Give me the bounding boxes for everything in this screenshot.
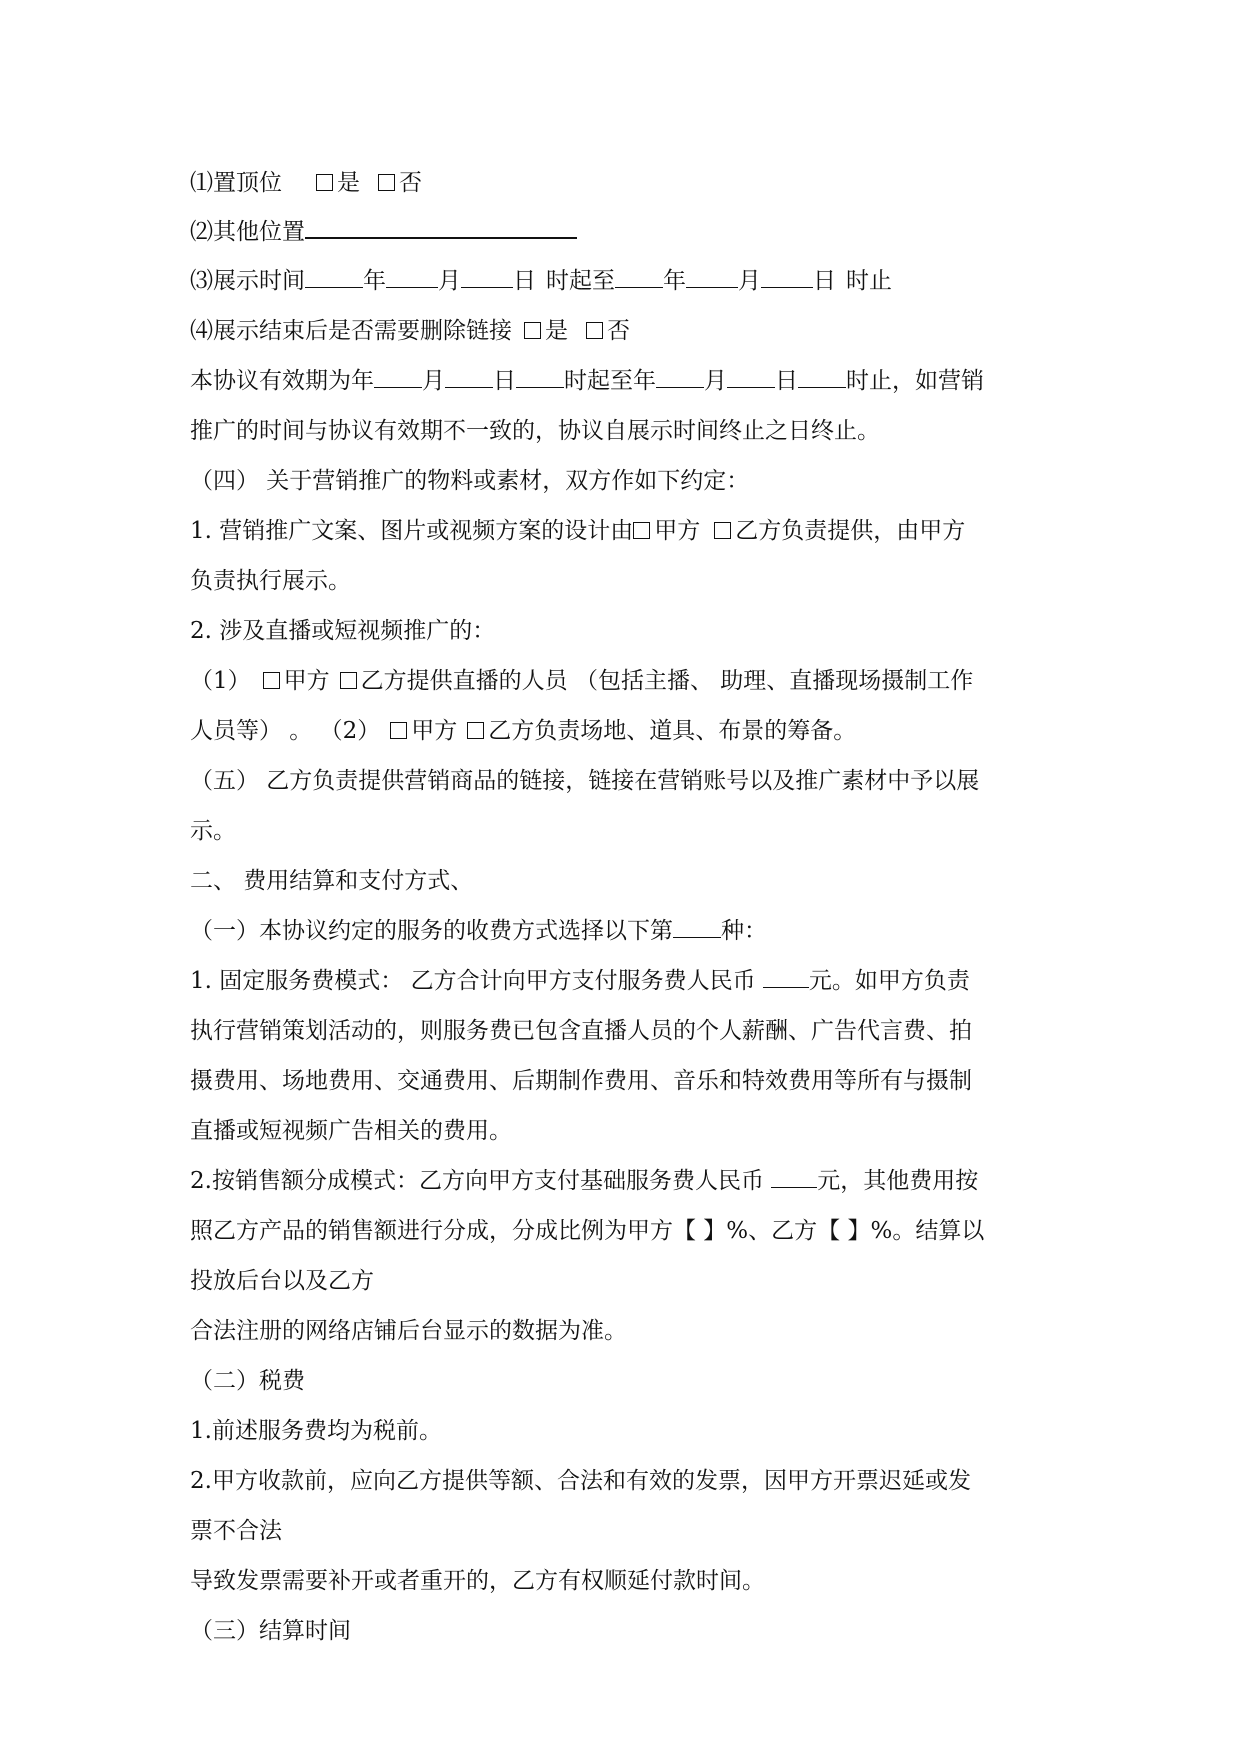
text: 乙方负责提供，由甲方	[735, 518, 966, 544]
section-heading: （五） 乙方负责提供营销商品的链接，链接在营销账号以及推广素材中予以展	[190, 768, 980, 794]
blank-field[interactable]	[305, 217, 577, 239]
text: 否	[607, 318, 630, 344]
line-validity	[190, 356, 1060, 406]
checkbox[interactable]	[378, 174, 395, 191]
checkbox[interactable]	[390, 722, 407, 739]
checkbox[interactable]	[467, 722, 484, 739]
line-fixed-fee	[190, 956, 1060, 1006]
text: 月	[438, 268, 461, 294]
text: 月	[422, 368, 445, 394]
paragraph-line: 票不合法	[190, 1518, 282, 1544]
checkbox[interactable]	[263, 672, 280, 689]
paragraph-line: 1.前述服务费均为税前。	[190, 1418, 442, 1444]
line-material-design	[190, 506, 1060, 556]
blank-field[interactable]	[305, 267, 363, 288]
text: ⑷展示结束后是否需要删除链接	[190, 318, 512, 344]
line-venue	[190, 706, 1060, 756]
checkbox[interactable]	[316, 174, 333, 191]
text: 乙方提供直播的人员 （包括主播、 助理、直播现场摄制工作	[360, 668, 974, 694]
text: 2.按销售额分成模式：乙方向甲方支付基础服务费人民币	[190, 1168, 772, 1194]
document-page	[190, 158, 1060, 1656]
section-heading: （四） 关于营销推广的物料或素材，双方作如下约定：	[190, 468, 750, 494]
text: 甲方	[411, 718, 458, 744]
text: 是	[337, 170, 360, 196]
checkbox[interactable]	[714, 522, 731, 539]
checkbox[interactable]	[340, 672, 357, 689]
paragraph-line: 投放后台以及乙方	[190, 1268, 374, 1294]
blank-field[interactable]	[763, 967, 809, 988]
text: 月	[704, 368, 727, 394]
paragraph-line: 示。	[190, 818, 236, 844]
text: 1. 营销推广文案、图片或视频方案的设计由	[190, 518, 634, 544]
text: （一）本协议约定的服务的收费方式选择以下第	[190, 918, 673, 944]
paragraph-line: 执行营销策划活动的，则服务费已包含直播人员的个人薪酬、广告代言费、拍	[190, 1018, 972, 1044]
paragraph-line: 推广的时间与协议有效期不一致的，协议自展示时间终止之日终止。	[190, 418, 880, 444]
section-heading: （二）税费	[190, 1368, 305, 1394]
text: 日	[493, 368, 516, 394]
blank-field[interactable]	[615, 267, 663, 288]
text: 时起至	[546, 268, 615, 294]
text: ⑶展示时间	[190, 268, 305, 294]
text: 乙方负责场地、道具、布景的筹备。	[488, 718, 857, 744]
blank-field[interactable]	[516, 367, 564, 388]
blank-field[interactable]	[374, 367, 422, 388]
paragraph-line: 直播或短视频广告相关的费用。	[190, 1118, 512, 1144]
blank-field[interactable]	[798, 367, 846, 388]
text: 甲方	[283, 668, 330, 694]
text: 1. 固定服务费模式： 乙方合计向甲方支付服务费人民币	[190, 968, 763, 994]
paragraph-line: 照乙方产品的销售额进行分成，分成比例为甲方【 】%、乙方【 】%。结算以	[190, 1218, 985, 1244]
text: ⑴置顶位	[190, 170, 282, 196]
text: 日	[813, 268, 836, 294]
paragraph-line: 导致发票需要补开或者重开的，乙方有权顺延付款时间。	[190, 1568, 765, 1594]
text: 否	[399, 170, 422, 196]
line-top-position	[190, 158, 1060, 208]
text: 种：	[721, 918, 767, 944]
line-delete-link	[190, 306, 1060, 356]
text: 年	[363, 268, 386, 294]
text: ⑵其他位置	[190, 219, 305, 245]
line-revenue-share	[190, 1156, 1060, 1206]
blank-field[interactable]	[673, 917, 721, 938]
blank-field[interactable]	[761, 267, 813, 288]
paragraph-line: 2. 涉及直播或短视频推广的：	[190, 618, 496, 644]
text: 元。如甲方负责	[808, 968, 970, 994]
blank-field[interactable]	[445, 367, 493, 388]
text: 时止，如营销	[846, 368, 984, 394]
text: 日	[513, 268, 536, 294]
section-heading: （三）结算时间	[190, 1618, 351, 1644]
line-other-position	[190, 208, 1060, 256]
text: 元，其他费用按	[817, 1168, 979, 1194]
blank-field[interactable]	[656, 367, 704, 388]
text: 日	[775, 368, 798, 394]
blank-field[interactable]	[727, 367, 775, 388]
blank-field[interactable]	[771, 1167, 817, 1188]
text: 是	[545, 318, 568, 344]
blank-field[interactable]	[461, 267, 513, 288]
line-live-staff	[190, 656, 1060, 706]
paragraph-line: 合法注册的网络店铺后台显示的数据为准。	[190, 1318, 627, 1344]
line-fee-method	[190, 906, 1060, 956]
text: 人员等） 。 （2）	[190, 718, 381, 744]
checkbox[interactable]	[586, 322, 603, 339]
text: 甲方	[654, 518, 701, 544]
text: 时起至年	[564, 368, 656, 394]
paragraph-line: 2.甲方收款前，应向乙方提供等额、合法和有效的发票，因甲方开票迟延或发	[190, 1468, 971, 1494]
checkbox[interactable]	[633, 522, 650, 539]
text: 时止	[846, 268, 892, 294]
paragraph-line: 负责执行展示。	[190, 568, 351, 594]
blank-field[interactable]	[686, 267, 738, 288]
line-display-time	[190, 256, 1060, 306]
text: 月	[738, 268, 761, 294]
blank-field[interactable]	[386, 267, 438, 288]
text: 本协议有效期为年	[190, 368, 374, 394]
chapter-heading: 二、 费用结算和支付方式、	[190, 868, 474, 894]
paragraph-line: 摄费用、场地费用、交通费用、后期制作费用、音乐和特效费用等所有与摄制	[190, 1068, 972, 1094]
checkbox[interactable]	[524, 322, 541, 339]
text: （1）	[190, 668, 251, 694]
text: 年	[663, 268, 686, 294]
